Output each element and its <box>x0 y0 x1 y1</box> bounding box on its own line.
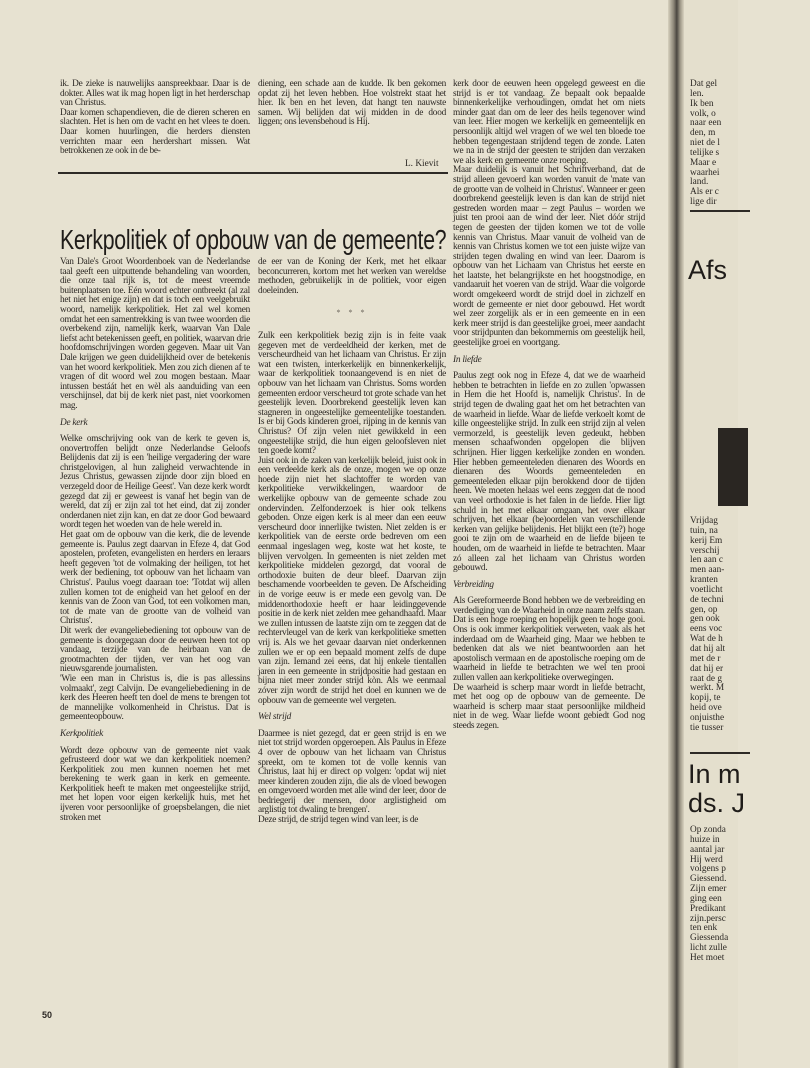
text-line: met de r <box>690 653 721 664</box>
text-line: de techni <box>690 594 724 605</box>
text-line: waarhei <box>690 167 720 178</box>
right-page-heading-line1: In m <box>688 759 741 789</box>
paragraph: Juist ook in de zaken van kerkelijk beleid, juist ook in een verdeelde kerk als de onze, mogen we op onze hoede zijn niet het slachtoffer te worden van kerkpolitieke verwikkelingen, waardoor de werkelijke opbouw van de gemeente schade zou ondervinden. Zelfonderzoek is hier ook telkens geboden. Onze eigen kerk is al meer dan een eeuw verscheurd door innerlijke twisten. Niet zelden is er kerkpolitiek van de eerste orde bedreven om een eenmaal ingeslagen weg, koste wat het koste, te blijven vervolgen. In gemeenten is niet zelden met kerkpolitieke middelen gezorgd, dat vooral de orthodoxie buiten de deur bleef. Daarvan zijn beschamende voorbeelden te geven. De Afscheiding in de vorige eeuw is er mede een gevolg van. De middenorthodoxie heeft er haar leidinggevende positie in de kerk niet zelden mee gehandhaafd. Maar we zullen intussen de laatste zijn om te zeggen dat de rechtervleugel van de kerk van kerkpolitieke smetten vrij is. Als we het gevaar daarvan niet onderkennen zullen we er op een bepaald moment zelfs de dupe van zijn. Iemand zei eens, dat hij enkele tientallen jaren in een gemeente in strijdpositie had gestaan en bijna niet meer zonder strijd kòn. Als we eenmaal zóver zijn wordt de strijd het doel en kunnen we de opbouw van de gemeente wel vergeten. <box>258 455 446 706</box>
previous-article-col2 <box>258 80 446 128</box>
text-line: dat hij alt <box>690 643 726 654</box>
text-line: voetlicht <box>690 584 723 595</box>
text-line: Als er c <box>690 187 719 198</box>
paragraph: de eer van de Koning der Kerk, met het elkaar beconcurreren, kortom met het werken van wereldse methoden, gebruikelijk in de politiek, voor eigen doeleinden. <box>258 257 446 296</box>
subheading-wel-strijd: Wel strijd <box>258 712 292 723</box>
text-line: Giessenda <box>690 933 729 944</box>
text-line: lige dir <box>690 197 717 208</box>
subheading-kerkpolitiek: Kerkpolitiek <box>60 728 103 739</box>
text-line: kopij, te <box>690 693 721 704</box>
text-line: Giessend. <box>690 874 727 885</box>
article-column-3 <box>453 80 645 732</box>
text-line: Het moet <box>690 952 725 963</box>
text-line: Wat de h <box>690 634 723 645</box>
text-line: volk, o <box>690 108 716 119</box>
photo <box>718 428 748 506</box>
paragraph: Als Gereformeerde Bond hebben we de verbreiding en verdediging van de Waarheid in onze naam zelfs staan. Dat is een hoge roeping en hopelijk geen te hoge gooi. Ons is ook immer kerkpolitiek verweten, vaak als het inderdaad om de Waarheid ging. Maar we hebben te bedenken dat als we niet beantwoorden aan het apostolisch vermaan en de apostolische roeping om de waarheid in liefde te betrachten we wel ten prooi zullen vallen aan kerkpolitieke overwegingen. <box>453 596 645 684</box>
paragraph: kerk door de eeuwen heen opgelegd geweest en die strijd is er tot vandaag. Ze bepaalt ook bepaalde binnenkerkelijke verhoudingen, omdat het om niets minder gaat dan om de leer des heils tegenover wind van leer. Hier mogen we kerkelijk en gemeentelijk en persoonlijk altijd wel vragen of we wel ten bloede toe hebben tegengestaan strijdend tegen de zonde. Laten we na in de strijd der geesten te strijden dan verzaken we als kerk en gemeente onze roeping. <box>453 79 645 166</box>
right-page-divider-2 <box>690 752 750 754</box>
text-line: Ik ben <box>690 98 714 109</box>
text-line: volgens p <box>690 864 726 875</box>
text-line: den, m <box>690 128 716 139</box>
text-line: gen ook <box>690 614 720 625</box>
text-line: kranten <box>690 575 718 586</box>
text-line: naar een <box>690 118 722 129</box>
text-line: raat de g <box>690 673 723 684</box>
right-page-divider <box>690 210 750 212</box>
right-page-top-text <box>690 80 810 208</box>
text-line: eens voc <box>690 624 723 635</box>
paragraph: Van Dale's Groot Woordenboek van de Nederlandse taal geeft een uitputtende behandeling van woorden, die onze taal rijk is, tot de meest vreemde buitenplaatsen toe. Eén woord echter ontbreekt (al zal het niet het enige zijn) en dat is toch een veelgebruikt woord, namelijk kerkpolitiek. Het zal wel komen omdat het een samentrekking is van twee woorden die overbekend zijn, namelijk kerk, waarvan Van Dale liefst acht betekenissen geeft, en politiek, waarvan drie hoofdomschrijvingen worden gegeven. Maar uit Van Dale krijgen we geen duidelijkheid over de betekenis van het woord kerkpolitiek. Men zou zich dienen af te vragen of dit woord wel zou mogen bestaan. Maar intussen bestáát het en wèl als aanduiding van een verschijnsel, dat bij de kerk niet past, niet voorkomen mag. <box>60 257 250 411</box>
text-line: niet de l <box>690 138 720 149</box>
text-line: Maar e <box>690 157 717 168</box>
text-line: kerij Em <box>690 535 723 546</box>
text-line: dat hij er <box>690 663 724 674</box>
text-line: tie tusser <box>690 722 724 733</box>
paragraph: Daar komen schapendieven, die de dieren scheren en slachten. Het is hen om de vacht en het vlees te doen. Daar komen huurlingen, die herders diensten verrichten maar een herdershart missen. Wat betrokkenen ze ook in de be- <box>60 107 250 157</box>
text-line: Vrijdag <box>690 516 718 526</box>
article-column-2 <box>258 258 446 826</box>
text-line: Hij werd <box>690 854 723 865</box>
previous-article-col1 <box>60 80 250 157</box>
text-line: gen, op <box>690 604 718 615</box>
paragraph: Wordt deze opbouw van de gemeente niet vaak gefrusteerd door wat we dan kerkpolitiek noemen? Kerkpolitiek zou men kunnen noemen het met berekening te werk gaan in kerk en gemeente. Kerkpolitiek heeft te maken met ongeestelijke strijd, met het lopen voor eigen kerkelijk huis, met het ijveren voor persoonlijke of groepsbelangen, die niet stroken met <box>60 745 250 823</box>
text-line: Zijn emer <box>690 884 727 895</box>
subheading-de-kerk: De kerk <box>60 417 88 428</box>
paragraph: Daarmee is niet gezegd, dat er geen strijd is en we niet tot strijd worden opgeroepen. Als Paulus in Efeze 4 over de opbouw van het lichaam van Christus spreekt, om te komen tot de volle kennis van Christus, laat hij er direct op volgen: 'opdat wij niet meer kinderen zouden zijn, die als de vloed bewogen en omgevoerd worden met alle wind der leer, door de bedriegerij der mensen, door arglistigheid om arglistig tot dwaling te brengen'. <box>258 728 446 816</box>
text-line: licht zulle <box>690 943 727 954</box>
right-page-fragment <box>684 0 746 1068</box>
paragraph: Het gaat om de opbouw van die kerk, die de levende gemeente is. Paulus zegt daarvan in Efeze 4, dat God apostelen, profeten, evangelisten en herders en leraars heeft gegeven 'tot de volmaking der heiligen, tot het werk der bediening, tot opbouw van het lichaam van Christus'. Paulus voegt daaraan toe: 'Totdat wij allen zullen komen tot de enigheid van het geloof en der kennis van de Zoon van God, tot een volkomen man, tot de mate van de grootte van de volheid van Christus'. <box>60 530 250 627</box>
text-line: heid ove <box>690 703 722 714</box>
right-page-heading-line2: ds. J <box>688 788 746 818</box>
author-signature: L. Kievit <box>405 159 439 169</box>
subheading-in-liefde: In liefde <box>453 354 482 365</box>
text-line: huize in <box>690 834 720 845</box>
paragraph: Paulus zegt ook nog in Efeze 4, dat we de waarheid hebben te betrachten in liefde en zo zullen 'opwassen in Hem die het Hoofd is, namelijk Christus'. In de strijd tegen de dwaling gaat het om het betrachten van de waarheid in liefde. Waar de liefde verkoelt komt de kille ongeestelijke strijd. In zulk een strijd zijn al velen vermorzeld, is geestelijk leven gedeukt, hebben mensen schaafwonden opgelopen die blijven schrijnen. Hier liggen kerkelijke zonden en wonden. Hier hebben gemeenteleden dienaren des Woords en dienaren des Woords gemeenteleden en gemeenteleden elkaar pijn berokkend door de tijden heen. We moeten helaas wel eens zeggen dat de nood van veel orthodoxie is het falen in de liefde. Hier ligt schuld in het met elkaar omgaan, het over elkaar schrijven, het elkaar (be)oordelen van verschillende kerken van gelijke belijdenis. Het blijkt een (te?) hoge gooi te zijn om de waarheid en de liefde bijeen te houden, om de waarheid in liefde te betrachten. Maar zó alleen zal het lichaam van Christus worden gebouwd. <box>453 371 645 574</box>
text-line: zijn.persc <box>690 913 726 924</box>
text-line: verschij <box>690 545 720 556</box>
text-line: len. <box>690 88 704 99</box>
text-line: ging een <box>690 893 722 904</box>
page-number: 50 <box>42 1010 53 1020</box>
article-column-1 <box>60 258 250 823</box>
text-line: Dat gel <box>690 79 718 89</box>
text-line: land. <box>690 177 709 188</box>
paragraph: diening, een schade aan de kudde. Ik ben gekomen opdat zij het leven hebben. Hoe volstrekt staat het hier. Ik ben en het leven, dat hangt ten nauwste samen. Wij belijden dat wij midden in de dood liggen; ons levensbehoud is Hij. <box>258 79 446 128</box>
text-line: len aan c <box>690 555 724 566</box>
paragraph: Dit werk der evangeliebediening tot opbouw van de gemeente is doorgegaan door de eeuwen heen tot op vandaag, terzijde van de heirbaan van de grootmachten der tijden, ver van het oog van nieuwsgarende journalisten. <box>60 625 250 675</box>
text-line: tuin, na <box>690 525 718 536</box>
text-line: Op zonda <box>690 825 726 835</box>
text-line: werkt. M <box>690 683 725 694</box>
text-line: ten enk <box>690 923 718 934</box>
article-title: Kerkpolitiek of opbouw van de gemeente? <box>60 224 447 255</box>
paragraph: De waarheid is scherp maar wordt in liefde betracht, met het oog op de opbouw van de gemeente. De waarheid is scherp maar staat persoonlijke mildheid niet in de weg. Waar liefde woont gebiedt God nog steeds zegen. <box>453 682 645 731</box>
section-divider <box>58 172 448 174</box>
text-line: telijke s <box>690 147 720 158</box>
subheading-verbreiding: Verbreiding <box>453 579 494 590</box>
text-line: aantal jar <box>690 844 725 855</box>
paragraph: 'Wie een man in Christus is, die is pas allessins volmaakt', zegt Calvijn. De evangeliebediening in de kerk des Heeren heeft ten doel de mens te brengen tot de mannelijke volkomenheid in Christus. Dat is gemeenteopbouw. <box>60 673 250 723</box>
section-separator: * * * <box>336 308 368 318</box>
text-line: Predikant <box>690 903 726 914</box>
right-page-heading-afs: Afs <box>688 255 728 285</box>
paragraph: ik. De zieke is nauwelijks aanspreekbaar. Daar is de dokter. Alles wat ik mag hopen ligt in het herderschap van Christus. <box>60 79 250 109</box>
paragraph: Welke omschrijving ook van de kerk te geven is, onovertroffen belijdt onze Nederlandse Geloofs Belijdenis dat zij is een 'heilige vergadering der ware christgelovigen, al hun zaligheid verwachtende in Jezus Christus, gewassen zijnde door zijn bloed en verzegeld door de Heilige Geest'. Van deze kerk wordt gezegd dat zij er geweest is vanaf het begin van de wereld, dat zij er zijn zal tot het eind, dat zij zonder onderdanen niet zijn kan, en dat ze door God bewaard wordt tegen het woeden van de hele wereld in. <box>60 434 250 531</box>
text-line: onjuisthe <box>690 712 725 723</box>
paragraph: Zulk een kerkpolitiek bezig zijn is in feite vaak gegeven met de verdeeldheid der kerken, met de verscheurdheid van het lichaam van Christus. Er zijn wat een twisten, interkerkelijk en binnenkerkelijk, waar de kerkpolitiek toonaangevend is en niet de opbouw van het lichaam van Christus. Soms worden gemeenten erdoor verscheurd tot grote schade van het geestelijk leven. Doorbrekend geestelijk leven kan stagneren in ongeestelijke gemeentelijke toestanden. Is er bij Gods kinderen groei, rijping in de kennis van Christus? Of zijn velen niet gewikkeld in een ongeestelijke strijd, die hun eigen geloofsleven niet ten goede komt? <box>258 330 446 457</box>
right-page-bottom-text <box>690 826 810 964</box>
paragraph: Maar duidelijk is vanuit het Schriftverband, dat de strijd alleen gevoerd kan worden vanuit de 'mate van de grootte van de volheid in Christus'. Wanneer er geen doorbrekend geestelijk leven is dan kan de strijd niet gestreden worden maar – zegt Paulus – worden we juist ten prooi aan de wind der leer. Niet dóór strijd tegen de geesten der tijden komen we tot de volle kennis van Christus. Maar vanuit de volheid van de kennis van Christus komen we tot een juiste wijze van strijden tegen dwaling en wind van leer. Daarom is opbouw van het Lichaam van Christus het eerste en het laatste, het belangrijkste en het hoogstnodige, en vandaaruit het voeren van de strijd. Waar die volgorde wordt omgekeerd wordt de strijd doel in zichzelf en wordt de gemeente er niet door gebouwd. Het wordt wel zeer zorgelijk als er in een gemeente en in een kerk meer strijd is dan geestelijke groei, meer aandacht voor strijdpunten dan bekommernis om geestelijk heil, geestelijke groei en voortgang. <box>453 165 645 349</box>
text-line: men aan- <box>690 565 725 576</box>
page-gutter <box>668 0 684 1068</box>
paragraph: Deze strijd, de strijd tegen wind van leer, is de <box>258 815 419 826</box>
right-page-middle-text <box>690 517 810 734</box>
